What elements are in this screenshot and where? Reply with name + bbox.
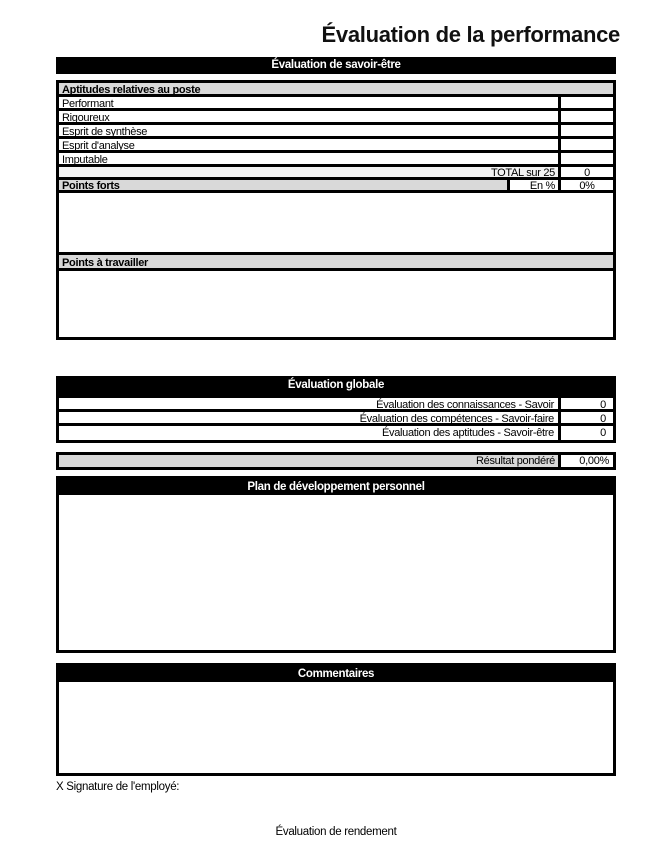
aptitude-score-cell[interactable] [558,153,613,164]
aptitude-score-cell[interactable] [558,111,613,122]
aptitude-label: Rigoureux [62,112,110,122]
globale-label: Évaluation des compétences - Savoir-faire [359,413,554,423]
aptitude-label: Esprit de synthèse [62,126,148,136]
table-row [59,153,613,167]
en-pct-value-cell[interactable]: 0% [558,180,613,190]
aptitudes-subheader-row [59,83,613,97]
resultat-pondere-row [56,452,616,470]
globale-row [59,398,613,412]
points-forts-label: Points forts [59,180,507,190]
globale-value-cell[interactable]: 0 [558,426,613,440]
table-row [59,139,613,153]
globale-row [59,412,613,426]
points-forts-row [59,180,613,193]
en-pct-label: En % [507,180,558,190]
aptitude-label: Esprit d'analyse [62,140,135,150]
aptitude-label: Performant [62,98,114,108]
aptitude-score-cell[interactable] [558,125,613,136]
total-row [59,167,613,180]
aptitude-score-cell[interactable] [558,139,613,150]
globale-row [59,426,613,440]
plan-textarea[interactable] [59,495,613,650]
aptitude-label: Imputable [62,154,108,164]
savoir-etre-table [56,80,616,340]
page-footer: Évaluation de rendement [275,826,397,838]
resultat-pondere-label: Résultat pondéré [59,455,558,467]
total-value-cell[interactable]: 0 [558,167,613,177]
points-a-travailler-textarea[interactable] [59,271,613,337]
table-row [59,97,613,111]
globale-label: Évaluation des connaissances - Savoir [376,399,554,409]
points-forts-textarea[interactable] [59,193,613,255]
aptitudes-subheader-label: Aptitudes relatives au poste [59,83,613,94]
aptitude-score-cell[interactable] [558,97,613,108]
section-header-commentaires: Commentaires [59,666,613,682]
points-a-travailler-label: Points à travailler [59,255,613,271]
evaluation-globale-table [56,395,616,443]
table-row [59,125,613,139]
table-row [59,111,613,125]
page-title: Évaluation de la performance [321,22,620,47]
section-header-savoir-etre: Évaluation de savoir-être [56,57,616,74]
section-header-plan: Plan de développement personnel [59,479,613,495]
signature-label: X Signature de l'employé: [56,781,180,793]
globale-value-cell[interactable]: 0 [558,412,613,423]
globale-value-cell[interactable]: 0 [558,398,613,409]
section-header-evaluation-globale: Évaluation globale [56,376,616,395]
commentaires-section [56,663,616,776]
plan-section [56,476,616,653]
total-label: TOTAL sur 25 [59,167,558,177]
commentaires-textarea[interactable] [59,682,613,773]
globale-label: Évaluation des aptitudes - Savoir-être [381,427,554,439]
resultat-pondere-value-cell[interactable]: 0,00% [558,455,613,467]
